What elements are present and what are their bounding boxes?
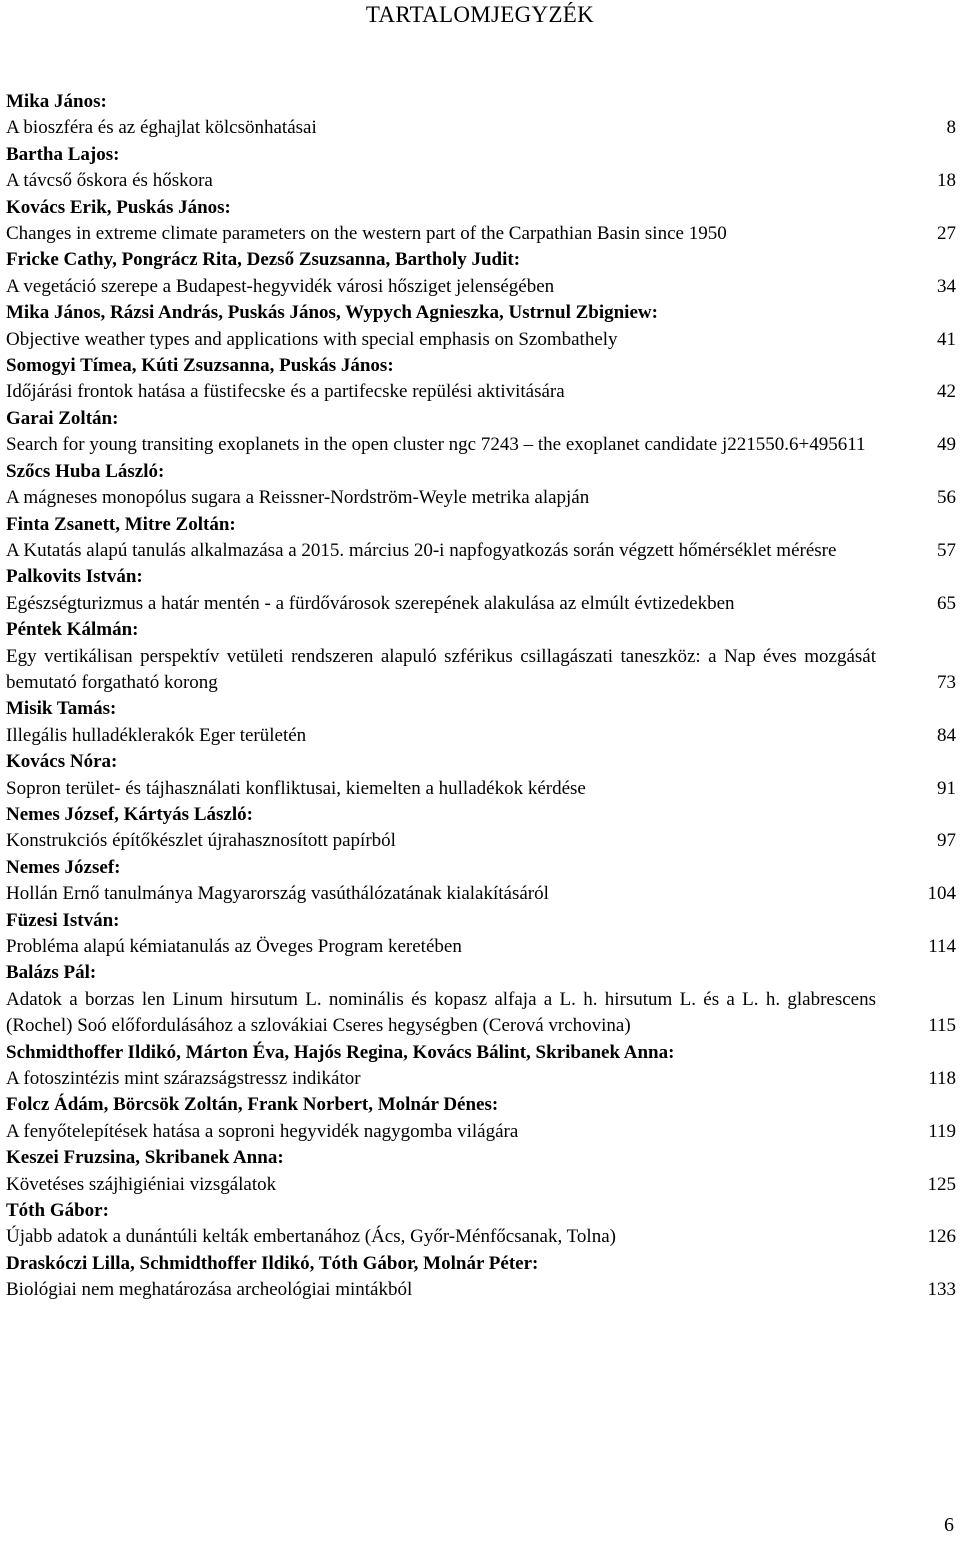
toc-entry-title-row: [6, 723, 956, 749]
toc-entry: [6, 247, 956, 300]
toc-entry: [6, 1145, 956, 1198]
toc-entry: [6, 908, 956, 961]
toc-entry-authors: Szőcs Huba László:: [6, 460, 165, 482]
toc-entry-title: A bioszféra és az éghajlat kölcsönhatásai: [6, 117, 317, 139]
toc-entry-title-row: [6, 987, 956, 1040]
toc-entry-page-number: 125: [927, 1173, 956, 1195]
toc-entry-title-row: [6, 168, 956, 194]
toc-entry-page-number: 34: [937, 275, 956, 297]
toc-entry-title: A mágneses monopólus sugara a Reissner-Nordström-Weyle metrika alapján: [6, 487, 590, 509]
toc-entry-title: Időjárási frontok hatása a füstifecske és a partifecske repülési aktivitására: [6, 381, 565, 403]
toc-entry-title-row: [6, 538, 956, 564]
toc-entry-page-number: 91: [937, 777, 956, 799]
toc-entry: [6, 1092, 956, 1145]
toc-entry-title-row: [6, 1277, 956, 1303]
toc-entry-title: Objective weather types and applications with special emphasis on Szombathely: [6, 328, 618, 350]
toc-entry-title-row: [6, 776, 956, 802]
toc-entry-page-number: 57: [937, 539, 956, 561]
toc-entry-title: A Kutatás alapú tanulás alkalmazása a 2015. március 20-i napfogyatkozás során végzett hőmérséklet mérésre: [6, 539, 837, 561]
toc-entry-authors: Mika János, Rázsi András, Puskás János, Wypych Agnieszka, Ustrnul Zbigniew:: [6, 302, 658, 324]
toc-entry-title-row: [6, 379, 956, 405]
toc-entry: [6, 142, 956, 195]
toc-entry-title: Hollán Ernő tanulmánya Magyarország vasúthálózatának kialakításáról: [6, 883, 549, 905]
toc-entry-title-row: [6, 221, 956, 247]
toc-entry: [6, 353, 956, 406]
toc-entry-authors: Draskóczi Lilla, Schmidthoffer Ildikó, Tóth Gábor, Molnár Péter:: [6, 1252, 539, 1274]
toc-entry: [6, 1040, 956, 1093]
toc-entry-page-number: 104: [927, 883, 956, 905]
toc-entry-authors: Garai Zoltán:: [6, 407, 119, 429]
footer-page-number: 6: [944, 1514, 954, 1536]
toc-entry-page-number: 8: [946, 117, 956, 139]
toc-entry-title: Követéses szájhigiéniai vizsgálatok: [6, 1173, 277, 1195]
toc-entry-page-number: 65: [937, 592, 956, 614]
toc-entry-page-number: 49: [937, 434, 956, 456]
toc-entry: [6, 855, 956, 908]
toc-entry-title-row: [6, 274, 956, 300]
toc-entry-page-number: 42: [937, 381, 956, 403]
toc-entry-authors: Nemes József:: [6, 856, 121, 878]
table-of-contents: [6, 89, 956, 1304]
toc-entry: [6, 802, 956, 855]
page-title: TARTALOMJEGYZÉK: [365, 2, 595, 27]
toc-entry-title: Changes in extreme climate parameters on the western part of the Carpathian Basin since 1950: [6, 223, 727, 245]
toc-entry-authors: Kovács Erik, Puskás János:: [6, 196, 231, 218]
toc-entry-page-number: 97: [937, 830, 956, 852]
toc-entry-authors: Schmidthoffer Ildikó, Márton Éva, Hajós Regina, Kovács Bálint, Skribanek Anna:: [6, 1041, 675, 1063]
toc-entry-authors: Nemes József, Kártyás László:: [6, 803, 253, 825]
toc-entry: [6, 89, 956, 142]
toc-entry: [6, 406, 956, 459]
toc-entry-title: Search for young transiting exoplanets in the open cluster ngc 7243 – the exoplanet candidate j221550.6+495611: [6, 434, 866, 456]
toc-entry-title-row: [6, 1172, 956, 1198]
toc-entry-title-row: [6, 327, 956, 353]
toc-entry-authors: Füzesi István:: [6, 909, 120, 931]
toc-entry: [6, 195, 956, 248]
toc-entry-authors: Tóth Gábor:: [6, 1200, 109, 1222]
toc-entry: [6, 1251, 956, 1304]
toc-entry-page-number: 126: [927, 1226, 956, 1248]
toc-entry-title-row: [6, 1224, 956, 1250]
toc-entry-authors: Finta Zsanett, Mitre Zoltán:: [6, 513, 236, 535]
toc-entry-authors: Kovács Nóra:: [6, 751, 118, 773]
toc-entry: [6, 1198, 956, 1251]
toc-entry-title-row: [6, 485, 956, 511]
toc-entry: [6, 960, 956, 1039]
toc-entry-title: A vegetáció szerepe a Budapest-hegyvidék városi hősziget jelenségében: [6, 275, 555, 297]
toc-entry-title: Biológiai nem meghatározása archeológiai mintákból: [6, 1279, 413, 1301]
toc-entry-title-row: [6, 432, 956, 458]
toc-entry-page-number: 41: [937, 328, 956, 350]
toc-entry-authors: Péntek Kálmán:: [6, 619, 139, 641]
toc-entry-title: Újabb adatok a dunántúli kelták embertanához (Ács, Győr-Ménfőcsanak, Tolna): [6, 1226, 616, 1248]
toc-entry-authors: Balázs Pál:: [6, 962, 97, 984]
toc-entry-title-row: [6, 644, 956, 697]
toc-entry-authors: Misik Tamás:: [6, 698, 117, 720]
toc-entry-page-number: 56: [937, 487, 956, 509]
toc-entry-title: A fenyőtelepítések hatása a soproni hegyvidék nagygomba világára: [6, 1120, 519, 1142]
toc-entry-authors: Keszei Fruzsina, Skribanek Anna:: [6, 1147, 284, 1169]
toc-entry-title-row: [6, 1066, 956, 1092]
toc-entry-title: Probléma alapú kémiatanulás az Öveges Program keretében: [6, 936, 462, 957]
toc-entry-title: Egészségturizmus a határ mentén - a fürdővárosok szerepének alakulása az elmúlt évtizedekben: [6, 592, 735, 614]
toc-entry-authors: Folcz Ádám, Börcsök Zoltán, Frank Norbert, Molnár Dénes:: [6, 1094, 499, 1116]
toc-entry-page-number: 27: [937, 223, 956, 245]
toc-entry: [6, 749, 956, 802]
toc-entry-title-row: [6, 934, 956, 960]
toc-entry-title-row: [6, 1119, 956, 1145]
toc-entry: [6, 459, 956, 512]
toc-entry-title-row: [6, 828, 956, 854]
toc-entry-title-row: [6, 881, 956, 907]
toc-entry: [6, 300, 956, 353]
toc-entry-authors: Somogyi Tímea, Kúti Zsuzsanna, Puskás János:: [6, 355, 394, 377]
toc-entry-page-number: 18: [937, 170, 956, 192]
toc-entry-title: Adatok a borzas len Linum hirsutum L. nominális és kopasz alfaja a L. h. hirsutum L. és a L. h. glabrescens (Rochel) Soó előfordulásához a szlovákiai Cseres hegységben (Cerová vrchovina): [6, 988, 876, 1037]
toc-entry: [6, 512, 956, 565]
toc-entry-page-number: 119: [928, 1120, 956, 1142]
toc-entry-authors: Palkovits István:: [6, 566, 143, 588]
toc-entry-title-row: [6, 115, 956, 141]
toc-entry-page-number: 114: [928, 936, 956, 957]
toc-entry-authors: Fricke Cathy, Pongrácz Rita, Dezső Zsuzsanna, Bartholy Judit:: [6, 249, 521, 271]
toc-entry-page-number: 73: [937, 671, 956, 693]
toc-entry-authors: Mika János:: [6, 91, 107, 112]
toc-entry-title: Illegális hulladéklerakók Eger területén: [6, 724, 307, 746]
toc-entry-title: A távcső őskora és hőskora: [6, 170, 213, 192]
toc-entry: [6, 564, 956, 617]
toc-entry-page-number: 118: [928, 1068, 956, 1090]
toc-entry-page-number: 115: [928, 1015, 956, 1037]
toc-entry-title: A fotoszintézis mint szárazságstressz indikátor: [6, 1068, 361, 1090]
toc-entry-page-number: 133: [927, 1279, 956, 1301]
toc-entry: [6, 696, 956, 749]
toc-entry: [6, 617, 956, 696]
toc-entry-title: Sopron terület- és tájhasználati konfliktusai, kiemelten a hulladékok kérdése: [6, 777, 586, 799]
toc-entry-page-number: 84: [937, 724, 956, 746]
toc-entry-authors: Bartha Lajos:: [6, 143, 120, 165]
toc-entry-title-row: [6, 591, 956, 617]
toc-entry-title: Egy vertikálisan perspektív vetületi rendszeren alapuló szférikus csillagászati taneszköz: a Nap éves mozgását bemutató forgatható korong: [6, 645, 876, 693]
toc-entry-title: Konstrukciós építőkészlet újrahasznosított papírból: [6, 830, 396, 852]
